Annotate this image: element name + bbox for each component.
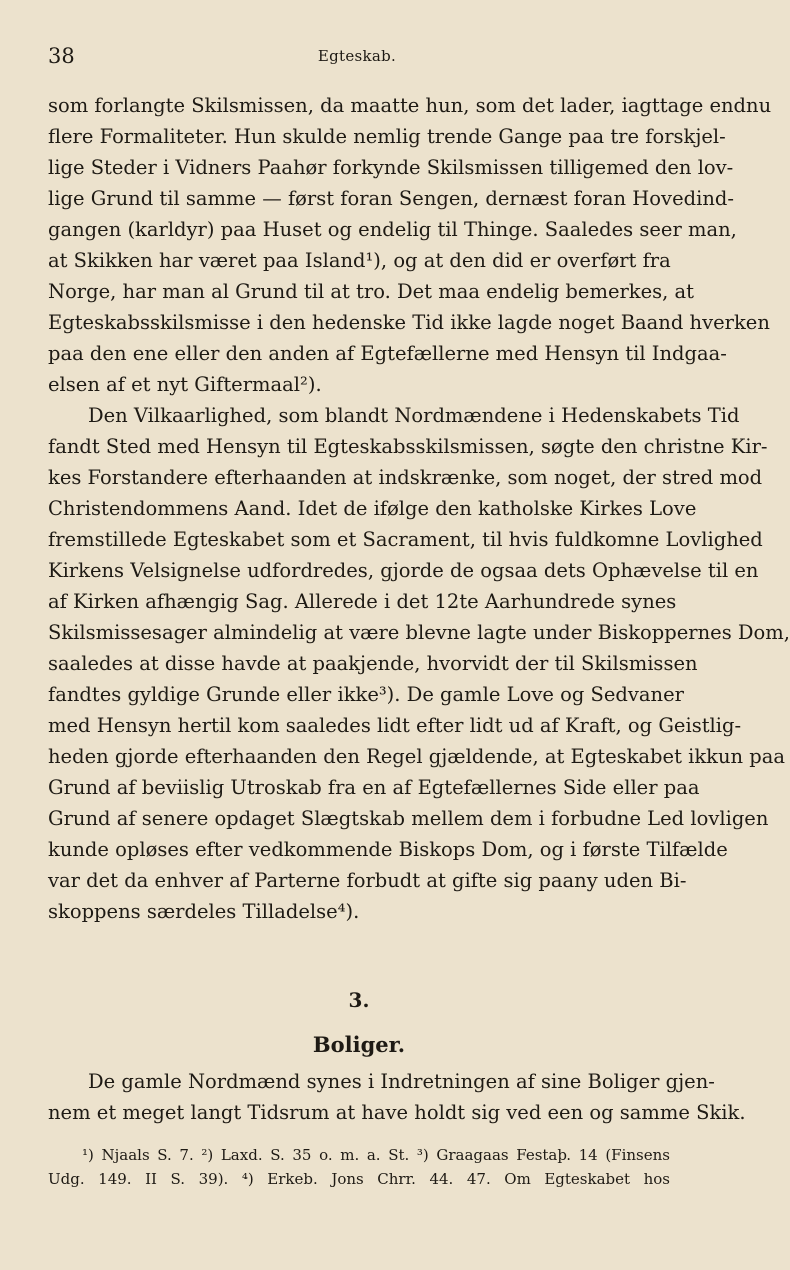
text-line: Skilsmissesager almindelig at være blevne lagte under Biskoppernes Dom, [48, 621, 790, 644]
footnote-line: ¹) Njaals S. 7. ²) Laxd. S. 35 o. m. a. St. ³) Graagaas Festaþ. 14 (Finsens [82, 1146, 670, 1164]
text-line: som forlangte Skilsmissen, da maatte hun, som det lader, iagttage endnu [48, 94, 772, 117]
footnote-line: Udg. 149. II S. 39). ⁴) Erkeb. Jons Chrr. 44. 47. Om Egteskabet hos [48, 1170, 670, 1188]
section-title: Boliger. [312, 1032, 406, 1057]
text-line: lige Grund til samme — først foran Sengen, dernæst foran Hovedind- [48, 187, 734, 210]
text-line: Norge, har man al Grund til at tro. Det maa endelig bemerkes, at [48, 280, 695, 303]
text-line: kunde opløses efter vedkommende Biskops Dom, og i første Tilfælde [48, 838, 728, 861]
page-header [48, 44, 666, 74]
text-line: fremstillede Egteskabet som et Sacrament, til hvis fuldkomne Lovlighed [48, 528, 763, 551]
text-line: Grund af beviislig Utroskab fra en af Egtefællernes Side eller paa [48, 776, 700, 799]
footnotes [48, 1143, 670, 1191]
text-line: lige Steder i Vidners Paahør forkynde Skilsmissen tilligemed den lov- [48, 156, 734, 179]
section-text [48, 1066, 746, 1128]
page-number: 38 [48, 44, 75, 68]
text-line: var det da enhver af Parterne forbudt at gifte sig paany uden Bi- [48, 869, 687, 892]
text-line: Grund af senere opdaget Slægtskab mellem dem i forbudne Led lovligen [48, 807, 769, 830]
running-head: Egteskab. [317, 47, 397, 65]
section-heading [48, 983, 670, 1065]
text-line: De gamle Nordmænd synes i Indretningen af sine Boliger gjen- [88, 1070, 715, 1093]
text-line: fandtes gyldige Grunde eller ikke³). De gamle Love og Sedvaner [48, 683, 684, 706]
text-line: flere Formaliteter. Hun skulde nemlig trende Gange paa tre forskjel- [48, 125, 726, 148]
text-line: gangen (karldyr) paa Huset og endelig til Thinge. Saaledes seer man, [48, 218, 737, 241]
section-number: 3. [348, 988, 370, 1012]
text-line: med Hensyn hertil kom saaledes lidt efter lidt ud af Kraft, og Geistlig- [48, 714, 742, 737]
text-line: af Kirken afhængig Sag. Allerede i det 12te Aarhundrede synes [48, 590, 677, 613]
text-line: Den Vilkaarlighed, som blandt Nordmændene i Hedenskabets Tid [88, 404, 740, 427]
text-line: Egteskabsskilsmisse i den hedenske Tid ikke lagde noget Baand hverken [48, 311, 770, 334]
text-line: skoppens særdeles Tilladelse⁴). [48, 900, 360, 923]
text-line: heden gjorde efterhaanden den Regel gjældende, at Egteskabet ikkun paa [48, 745, 786, 768]
text-line: elsen af et nyt Giftermaal²). [48, 373, 322, 396]
text-line: Kirkens Velsignelse udfordredes, gjorde de ogsaa dets Ophævelse til en [48, 559, 759, 582]
text-line: at Skikken har været paa Island¹), og at den did er overført fra [48, 249, 671, 272]
text-line: kes Forstandere efterhaanden at indskrænke, som noget, der stred mod [48, 466, 763, 489]
text-line: Christendommens Aand. Idet de ifølge den katholske Kirkes Love [48, 497, 697, 520]
text-line: paa den ene eller den anden af Egtefællerne med Hensyn til Indgaa- [48, 342, 727, 365]
text-line: fandt Sted med Hensyn til Egteskabsskilsmissen, søgte den christne Kir- [48, 435, 768, 458]
text-line: nem et meget langt Tidsrum at have holdt sig ved een og samme Skik. [48, 1101, 746, 1124]
body-text [48, 90, 790, 927]
text-line: saaledes at disse havde at paakjende, hvorvidt der til Skilsmissen [48, 652, 698, 675]
